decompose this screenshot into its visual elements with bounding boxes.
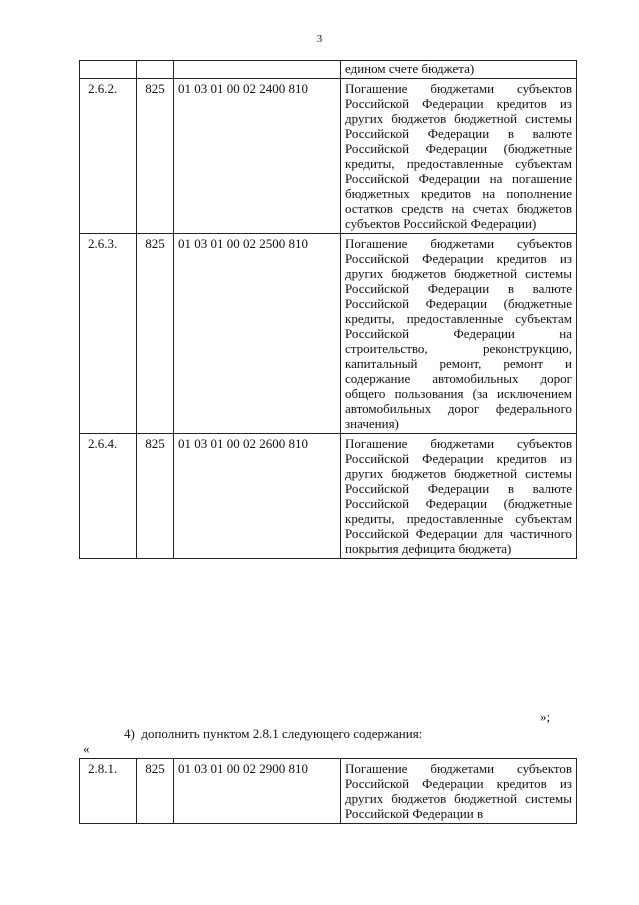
row-number-cell: 2.8.1.	[80, 759, 137, 824]
table-row	[80, 434, 577, 559]
kbk-code-cell: 01 03 01 00 02 2500 810	[174, 234, 341, 434]
admin-code-cell: 825	[137, 234, 174, 434]
description-cell: Погашение бюджетами субъектов Российской Федерации кредитов из других бюджетов бюджетной системы Российской Федерации в валюте Российской Федерации (бюджетные кредиты, предоставленные субъектам Российской Федерации на погашение бюджетных кредитов на пополнение остатков средств на счетах бюджетов субъектов Российской Федерации)	[341, 79, 577, 234]
description-cell: Погашение бюджетами субъектов Российской Федерации кредитов из других бюджетов бюджетной системы Российской Федерации в валюте Российской Федерации (бюджетные кредиты, предоставленные субъектам Российской Федерации на строительство, реконструкцию, капитальный ремонт, ремонт и содержание автомобильных дорог общего пользования (за исключением автомобильных дорог федерального значения)	[341, 234, 577, 434]
table-row	[80, 79, 577, 234]
description-cell: Погашение бюджетами субъектов Российской Федерации кредитов из других бюджетов бюджетной системы Российской Федерации в	[341, 759, 577, 824]
page-number: 3	[316, 33, 323, 45]
row-number-cell: 2.6.4.	[80, 434, 137, 559]
budget-table	[79, 60, 577, 559]
admin-code-cell	[137, 61, 174, 79]
kbk-code-cell: 01 03 01 00 02 2600 810	[174, 434, 341, 559]
description-cell: Погашение бюджетами субъектов Российской Федерации кредитов из других бюджетов бюджетной системы Российской Федерации в валюте Российской Федерации (бюджетные кредиты, предоставленные субъектам Российской Федерации для частичного покрытия дефицита бюджета)	[341, 434, 577, 559]
admin-code-cell: 825	[137, 759, 174, 824]
table-row-continuation	[80, 61, 577, 79]
row-number-cell: 2.6.2.	[80, 79, 137, 234]
kbk-code-cell: 01 03 01 00 02 2900 810	[174, 759, 341, 824]
admin-code-cell: 825	[137, 79, 174, 234]
closing-quote: »;	[540, 709, 551, 724]
description-cell: едином счете бюджета)	[341, 61, 577, 79]
table-row	[80, 759, 577, 824]
kbk-code-cell: 01 03 01 00 02 2400 810	[174, 79, 341, 234]
new-budget-table	[79, 758, 577, 824]
amendment-item-4: 4) дополнить пунктом 2.8.1 следующего содержания:	[124, 726, 423, 741]
row-number-cell	[80, 61, 137, 79]
opening-quote: «	[83, 741, 90, 756]
kbk-code-cell	[174, 61, 341, 79]
admin-code-cell: 825	[137, 434, 174, 559]
table-row	[80, 234, 577, 434]
row-number-cell: 2.6.3.	[80, 234, 137, 434]
